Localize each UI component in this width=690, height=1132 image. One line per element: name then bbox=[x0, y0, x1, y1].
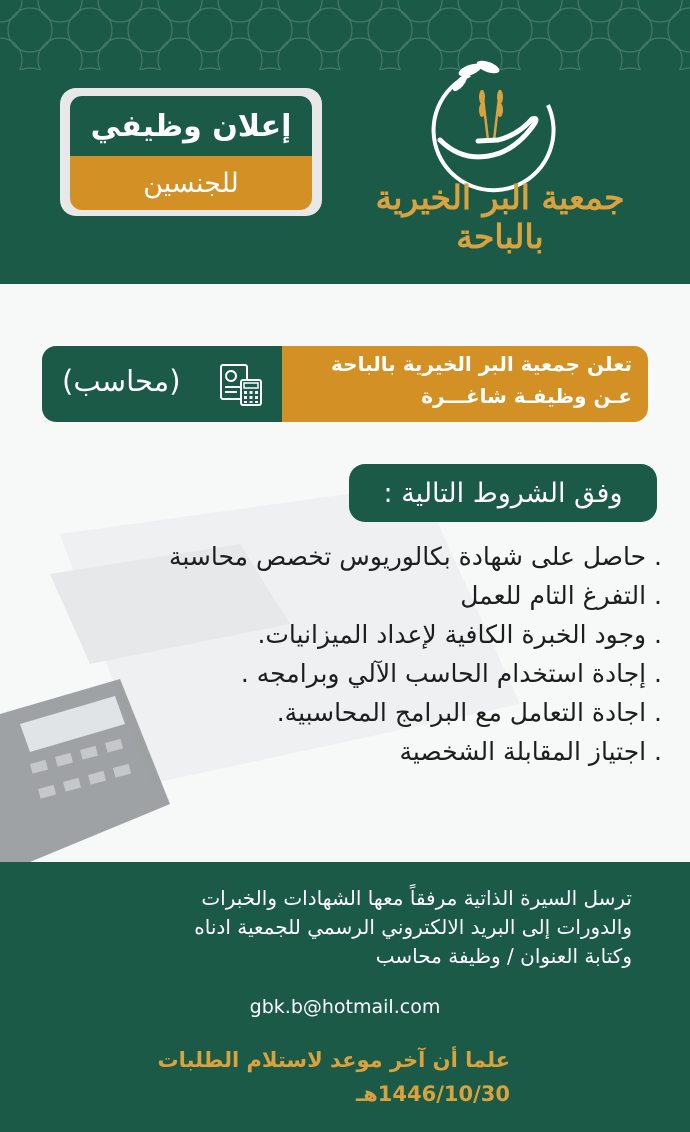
application-instructions bbox=[60, 884, 632, 971]
announcement-subtitle: للجنسين bbox=[70, 156, 312, 210]
deadline-date: 1446/10/30هـ bbox=[356, 1082, 510, 1106]
announcement-title: إعلان وظيفي bbox=[70, 96, 312, 156]
deadline-line: علما أن آخر موعد لاستلام الطلبات bbox=[157, 1048, 510, 1072]
job-announcement-line1: تعلن جمعية البر الخيرية بالباحة bbox=[331, 352, 632, 376]
condition-item: . اجتياز المقابلة الشخصية bbox=[399, 737, 662, 766]
instruction-line: ترسل السيرة الذاتية مرفقاً معها الشهادات والخبرات bbox=[201, 886, 632, 910]
deadline-notice bbox=[140, 1043, 510, 1111]
accounting-calculator-icon bbox=[217, 362, 267, 408]
condition-item: . وجود الخبرة الكافية لإعداد الميزانيات. bbox=[257, 620, 662, 649]
conditions-heading: وفق الشروط التالية : bbox=[349, 464, 657, 522]
job-title: (محاسب) bbox=[62, 364, 181, 398]
condition-item: . حاصل على شهادة بكالوريوس تخصص محاسبة bbox=[168, 542, 662, 571]
org-logo-text: جمعية البر الخيرية بالباحة bbox=[375, 178, 625, 256]
condition-item: . التفرغ التام للعمل bbox=[460, 581, 662, 610]
instruction-line: وكتابة العنوان / وظيفة محاسب bbox=[375, 944, 632, 968]
condition-item: . إجادة استخدام الحاسب الآلي وبرامجه . bbox=[240, 659, 662, 688]
contact-email[interactable]: gbk.b@hotmail.com bbox=[249, 996, 441, 1018]
conditions-list bbox=[40, 537, 662, 771]
job-announcement-line2: عـن وظيفـة شاغـــرة bbox=[421, 384, 632, 408]
instruction-line: والدورات إلى البريد الالكتروني الرسمي للجمعية ادناه bbox=[194, 915, 632, 939]
condition-item: . اجادة التعامل مع البرامج المحاسبية. bbox=[276, 698, 662, 727]
